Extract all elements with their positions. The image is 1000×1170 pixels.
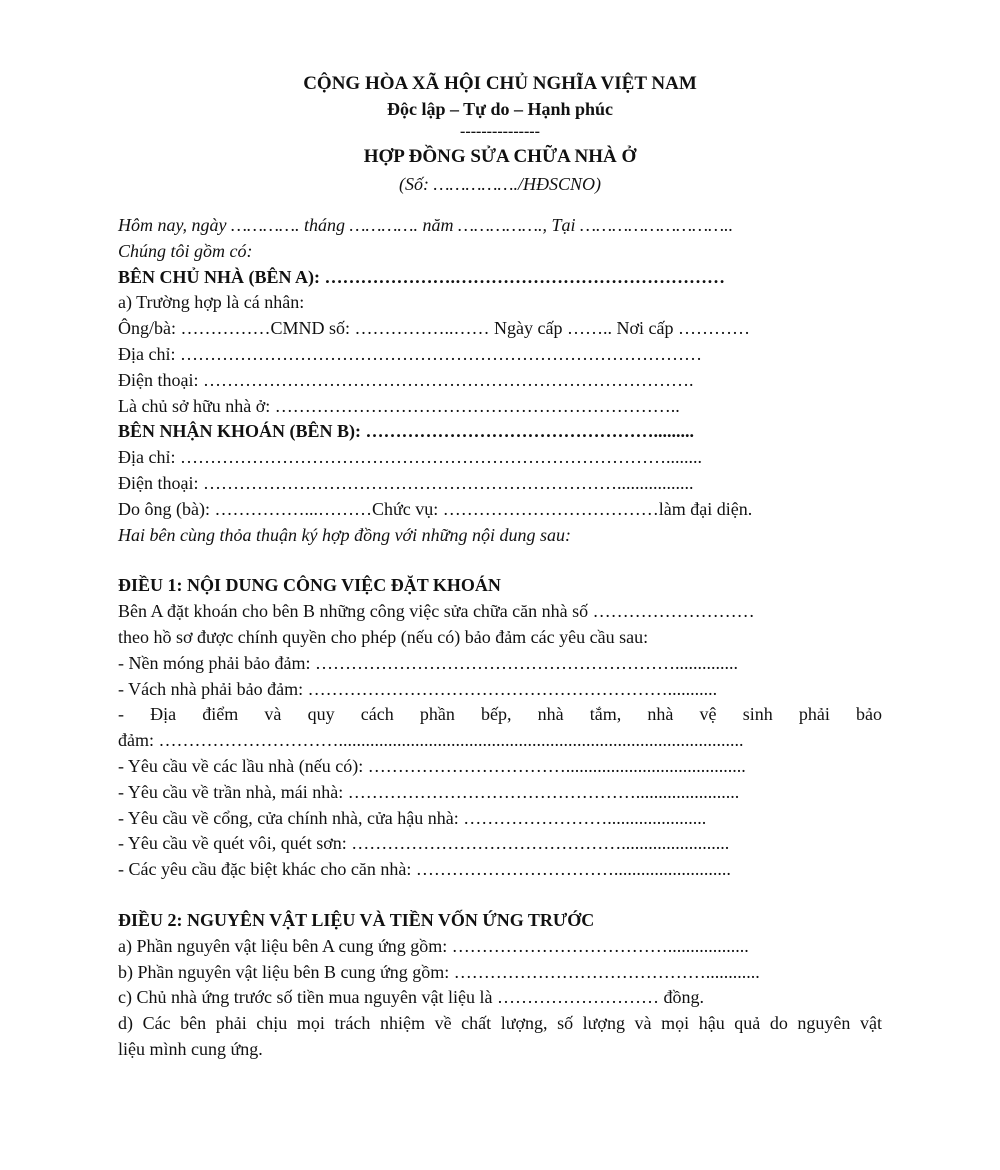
- party-b-heading: BÊN NHẬN KHOÁN (BÊN B): ………………………………………….........: [118, 421, 695, 442]
- requirement-floors: - Yêu cầu về các lầu nhà (nếu có): ……………………………........................................: [118, 755, 746, 776]
- requirement-walls: - Vách nhà phải bảo đảm: ……………………………………………………...........: [118, 678, 718, 699]
- requirement-paint: - Yêu cầu về quét vôi, quét sơn: ………………………………………........................: [118, 833, 730, 854]
- article-1-heading: ĐIỀU 1: NỘI DUNG CÔNG VIỆC ĐẶT KHOÁN: [118, 575, 501, 596]
- requirement-foundation: - Nền móng phải bảo đảm: ……………………………………………………..............: [118, 652, 738, 673]
- article-2-heading: ĐIỀU 2: NGUYÊN VẬT LIỆU VÀ TIỀN VỐN ỨNG TRƯỚC: [118, 909, 595, 930]
- article-1-intro-cont: theo hồ sơ được chính quyền cho phép (nếu có) bảo đảm các yêu cầu sau:: [118, 626, 649, 647]
- article-1-intro: Bên A đặt khoán cho bên B những công việc sửa chữa căn nhà số ………………………: [118, 601, 755, 622]
- party-a-case: a) Trường hợp là cá nhân:: [118, 292, 305, 313]
- requirement-gates: - Yêu cầu về cổng, cửa chính nhà, cửa hậu nhà: ……………………......................: [118, 807, 707, 828]
- national-name: CỘNG HÒA XÃ HỘI CHỦ NGHĨA VIỆT NAM: [303, 73, 697, 94]
- party-b-representative: Do ông (bà): ……………...………Chức vụ: ………………………………làm đại diện.: [118, 498, 753, 519]
- party-b-phone: Điện thoại: …………………………………………………………….................: [118, 472, 694, 493]
- advance-payment: c) Chủ nhà ứng trước số tiền mua nguyên vật liệu là ……………………… đồng.: [118, 987, 704, 1008]
- party-b-address: Địa chỉ: ………………………………………………………………………........: [118, 447, 702, 468]
- contract-document: [118, 70, 882, 1063]
- we-include: Chúng tôi gồm có:: [118, 240, 253, 261]
- header-separator: ---------------: [460, 123, 540, 140]
- party-a-owner: Là chủ sở hữu nhà ở: …………………………………………………………..: [118, 395, 680, 416]
- national-motto: Độc lập – Tự do – Hạnh phúc: [386, 99, 614, 119]
- materials-party-a: a) Phần nguyên vật liệu bên A cung ứng gồm: ………………………………..................: [118, 935, 749, 956]
- contract-number: (Số: ……………./HĐSCNO): [398, 174, 602, 194]
- materials-responsibility: d) Các bên phải chịu mọi trách nhiệm về chất lượng, số lượng và mọi hậu quả do nguyên vật: [118, 1013, 882, 1034]
- requirement-special: - Các yêu cầu đặc biệt khác cho căn nhà: ……………………………..........................: [118, 859, 731, 880]
- party-a-person: Ông/bà: ……………CMND số: ……………..…… Ngày cấp …….. Nơi cấp …………: [118, 318, 750, 339]
- party-a-address: Địa chỉ: ……………………………………………………………………………: [118, 343, 702, 364]
- requirement-ceiling: - Yêu cầu về trần nhà, mái nhà: ………………………………………….......................: [118, 781, 740, 802]
- materials-responsibility-cont: liệu mình cung ứng.: [118, 1038, 263, 1059]
- requirement-location-cont: đảm: …………………………..........................................................................................: [118, 730, 744, 751]
- contract-title: HỢP ĐỒNG SỬA CHỮA NHÀ Ở: [363, 146, 637, 167]
- party-a-heading: BÊN CHỦ NHÀ (BÊN A): ………………….………………………………………: [118, 266, 726, 287]
- requirement-location: - Địa điểm và quy cách phần bếp, nhà tắm, nhà vệ sinh phải bảo: [118, 704, 882, 725]
- agreement-statement: Hai bên cùng thỏa thuận ký hợp đồng với những nội dung sau:: [118, 524, 571, 545]
- party-a-phone: Điện thoại: ……………………………………………………………………….: [118, 369, 694, 390]
- date-line: Hôm nay, ngày …………. tháng …………. năm ……………., Tại ………………………..: [118, 215, 734, 235]
- materials-party-b: b) Phần nguyên vật liệu bên B cung ứng gồm: ……………………………………............: [118, 961, 760, 982]
